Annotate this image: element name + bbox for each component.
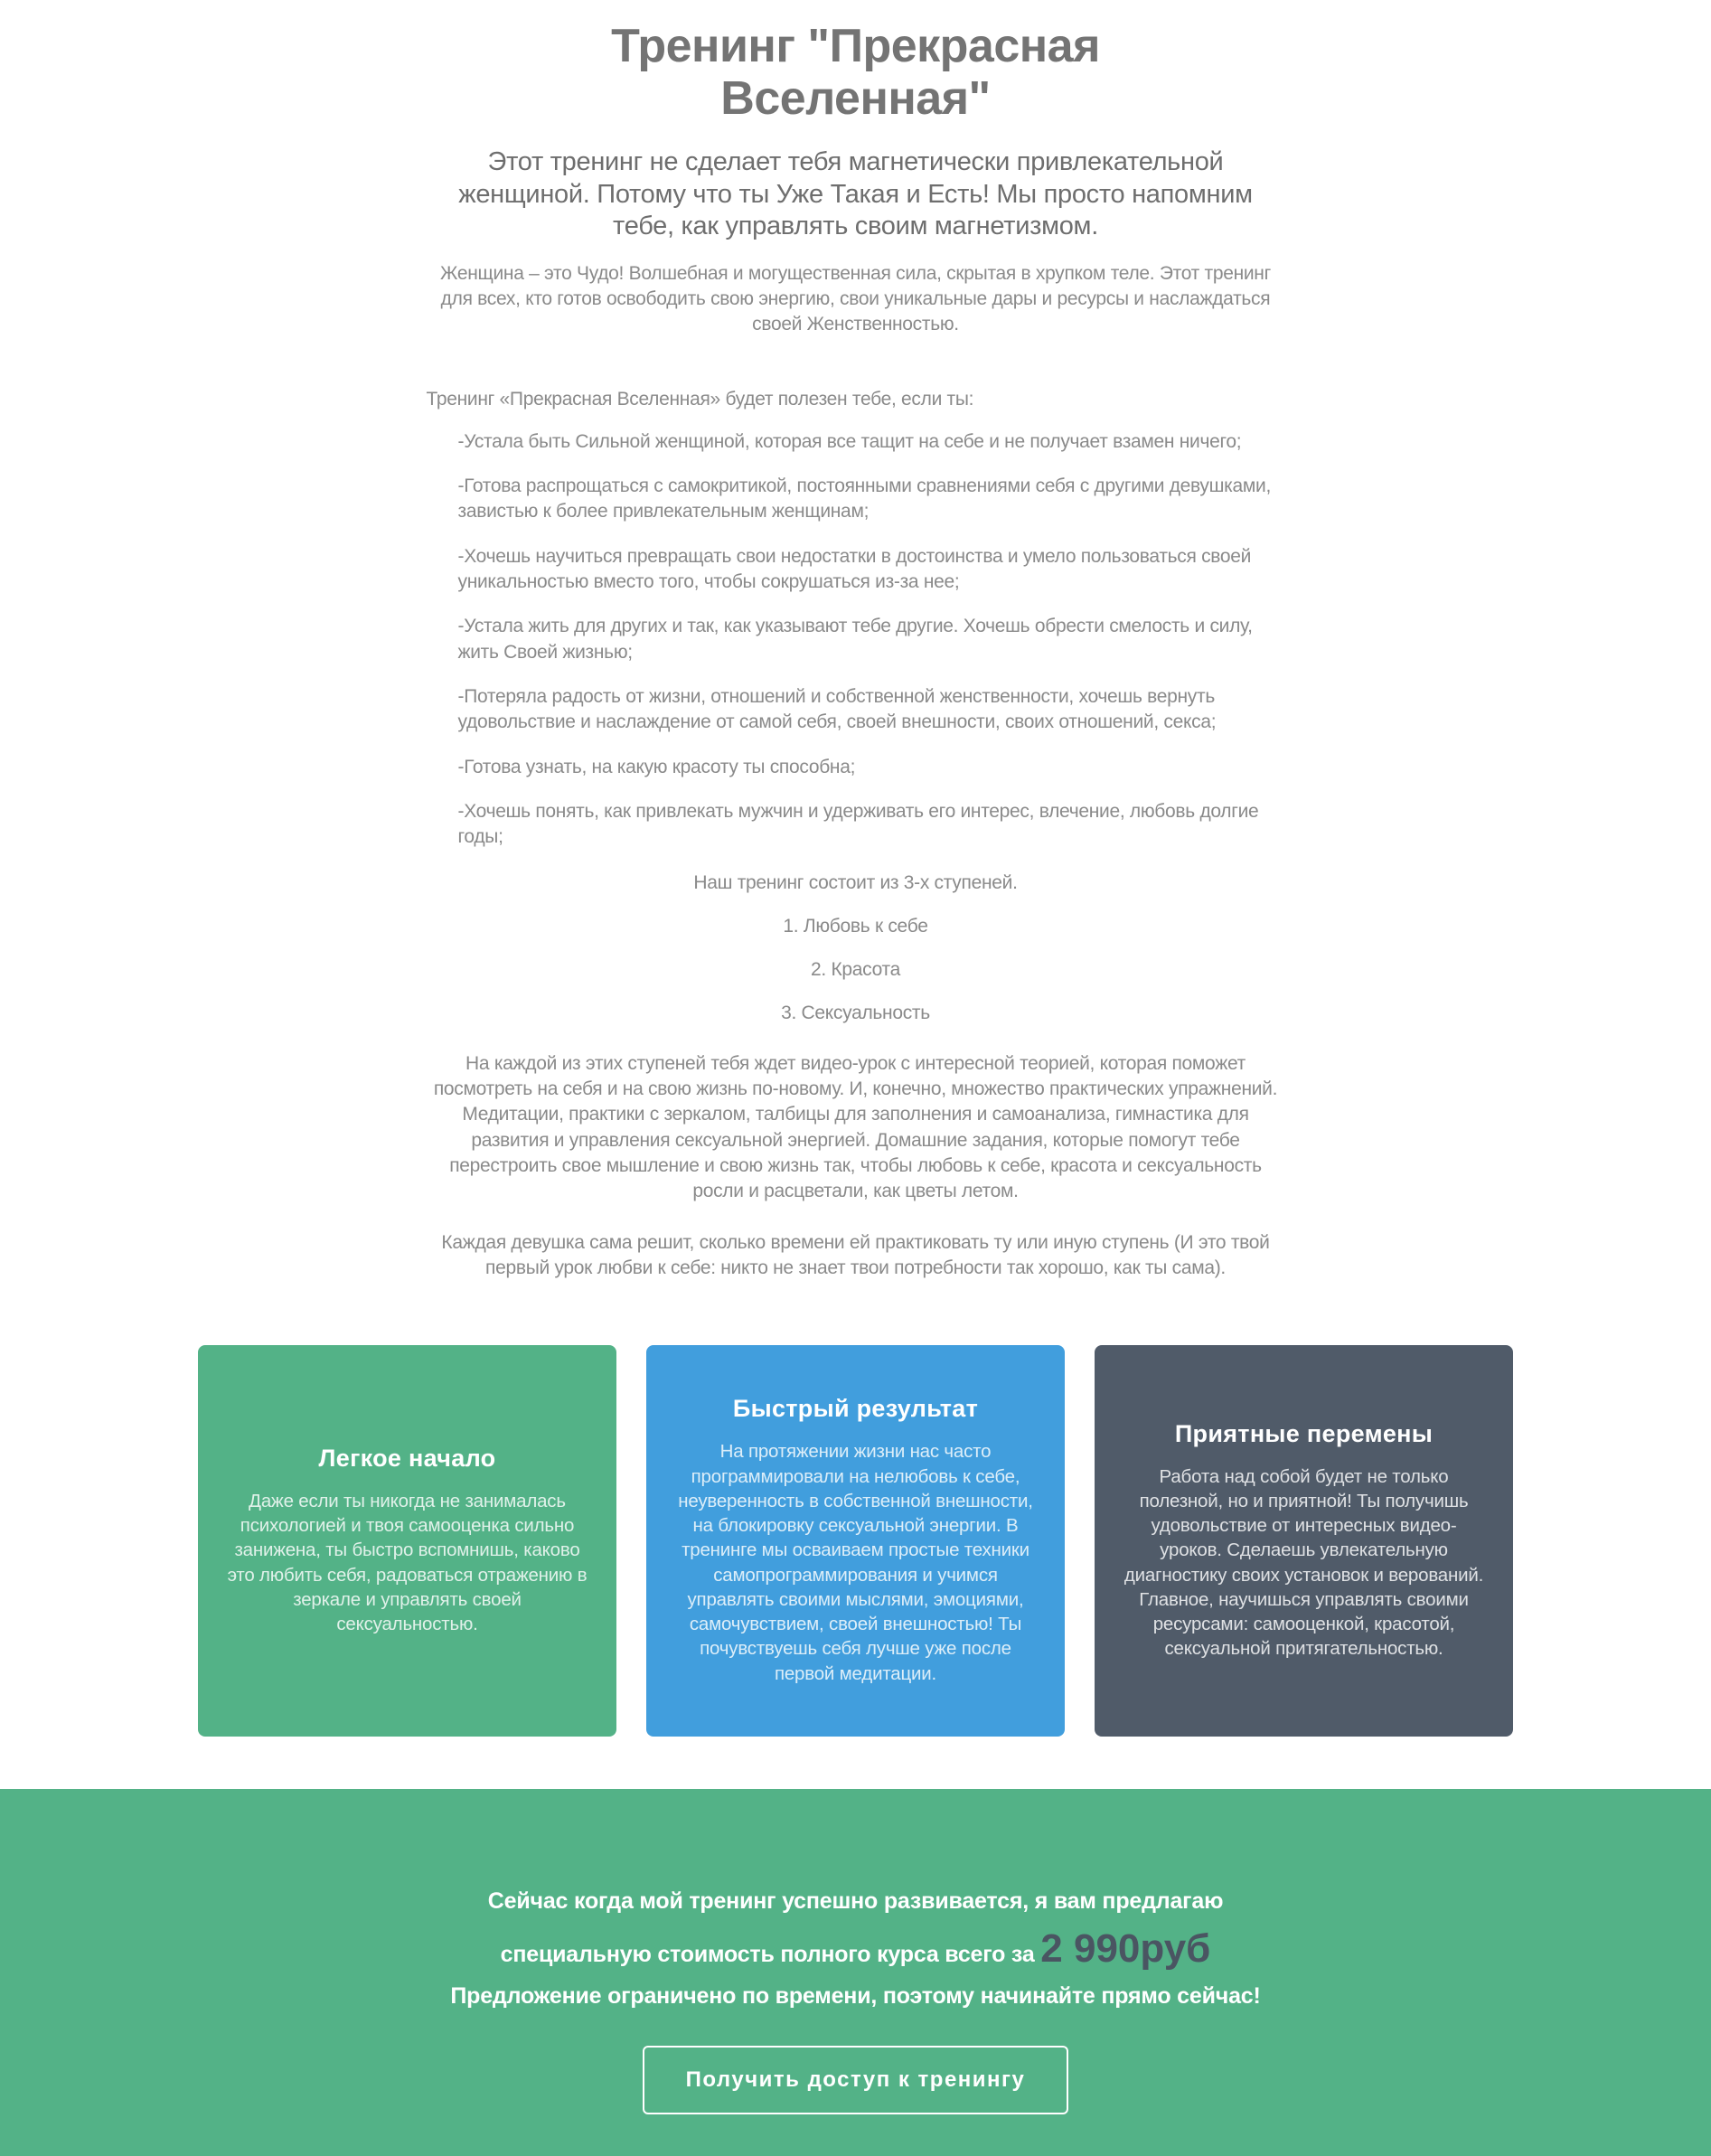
benefits-lead: Тренинг «Прекрасная Вселенная» будет полезен тебе, если ты: [427,389,1285,410]
offer-line-3: Предложение ограничено по времени, поэтому начинайте прямо сейчас! [0,1982,1711,2012]
offer-line-2 [0,1922,1711,1975]
steps-list [427,916,1285,1024]
course-description: На каждой из этих ступеней тебя ждет видео-урок с интересной теорией, которая поможет посмотреть на себя и на свою жизнь по-новому. И, конечно, множество практических упражнений. Медитации, практики с зеркалом, талбицы для заполнения и самоанализа, гимнастика для развития и управления сексуальной энергией. Домашние задания, которые помогут тебе перестроить свое мышление и свою жизнь так, чтобы любовь к себе, красота и сексуальность росли и расцветали, как цветы летом. [427,1051,1285,1205]
benefit-item: -Хочешь понять, как привлекать мужчин и удерживать его интерес, влечение, любовь долгие годы; [458,799,1285,851]
offer-line-1: Сейчас когда мой тренинг успешно развивается, я вам предлагаю [0,1887,1711,1917]
card-body: Даже если ты никогда не занималась психологией и твоя самооценка сильно занижена, ты быстро вспомнишь, каково это любить себя, радоваться отражению в зеркале и управлять своей сексуальностью. [225,1489,589,1637]
benefits-list [427,429,1285,851]
card-title: Приятные перемены [1122,1420,1486,1448]
benefit-item: -Устала быть Сильной женщиной, которая все тащит на себе и не получает взамен ничего; [458,429,1285,455]
card-fast-result [646,1345,1065,1737]
course-note: Каждая девушка сама решит, сколько времени ей практиковать ту или иную ступень (И это твой первый урок любви к себе: никто не знает твои потребности так хорошо, как ты сама). [427,1230,1285,1282]
benefit-item: -Хочешь научиться превращать свои недостатки в достоинства и умело пользоваться своей уникальностью вместо того, чтобы сокрушаться из-за нее; [458,544,1285,596]
card-pleasant-changes [1095,1345,1513,1737]
card-title: Быстрый результат [673,1395,1038,1423]
offer-banner [0,1789,1711,2156]
offer-price-prefix: специальную стоимость полного курса всего за [501,1942,1041,1967]
benefit-item: -Устала жить для других и так, как указывают тебе другие. Хочешь обрести смелость и силу, жить Своей жизнью; [458,614,1285,665]
card-body: Работа над собой будет не только полезной, но и приятной! Ты получишь удовольствие от интересных видео-уроков. Сделаешь увлекательную диагностику своих установок и верований. Главное, научишься управлять своими ресурсами: самооценкой, красотой, сексуальной притягательностью. [1122,1464,1486,1662]
offer-price: 2 990руб [1040,1926,1210,1971]
page-title: Тренинг "Прекрасная Вселенная" [540,20,1172,125]
cta-wrapper [0,2017,1711,2114]
steps-lead: Наш тренинг состоит из 3-х ступеней. [427,872,1285,894]
page-subtitle: Этот тренинг не сделает тебя магнетически привлекательной женщиной. Потому что ты Уже Такая и Есть! Мы просто напомним тебе, как управлять своим магнетизмом. [427,146,1285,242]
landing-page [0,20,1711,2156]
benefit-item: -Готова распрощаться с самокритикой, постоянными сравнениями себя с другими девушками, завистью к более привлекательным женщинам; [458,474,1285,525]
card-body: На протяжении жизни нас часто программировали на нелюбовь к себе, неуверенность в собственной внешности, на блокировку сексуальной энергии. В тренинге мы осваиваем простые техники самопрограммирования и учимся управлять своими мыслями, эмоциями, самочувствием, своей внешностью! Ты почувствуешь себя лучше уже после первой медитации. [673,1439,1038,1686]
intro-section [427,20,1285,1282]
step-item: 2. Красота [427,959,1285,981]
intro-paragraph: Женщина – это Чудо! Волшебная и могущественная сила, скрытая в хрупком теле. Этот тренинг для всех, кто готов освободить свою энергию, свои уникальные дары и ресурсы и наслаждаться своей Женственностью. [427,261,1285,338]
benefit-item: -Готова узнать, на какую красоту ты способна; [458,755,1285,780]
benefit-item: -Потеряла радость от жизни, отношений и собственной женственности, хочешь вернуть удовольствие и наслаждение от самой себя, своей внешности, своих отношений, секса; [458,684,1285,736]
get-access-button[interactable]: Получить доступ к тренингу [643,2046,1069,2114]
card-easy-start [198,1345,616,1737]
step-item: 1. Любовь к себе [427,916,1285,937]
step-item: 3. Сексуальность [427,1003,1285,1024]
card-title: Легкое начало [225,1445,589,1473]
feature-cards [0,1345,1711,1737]
